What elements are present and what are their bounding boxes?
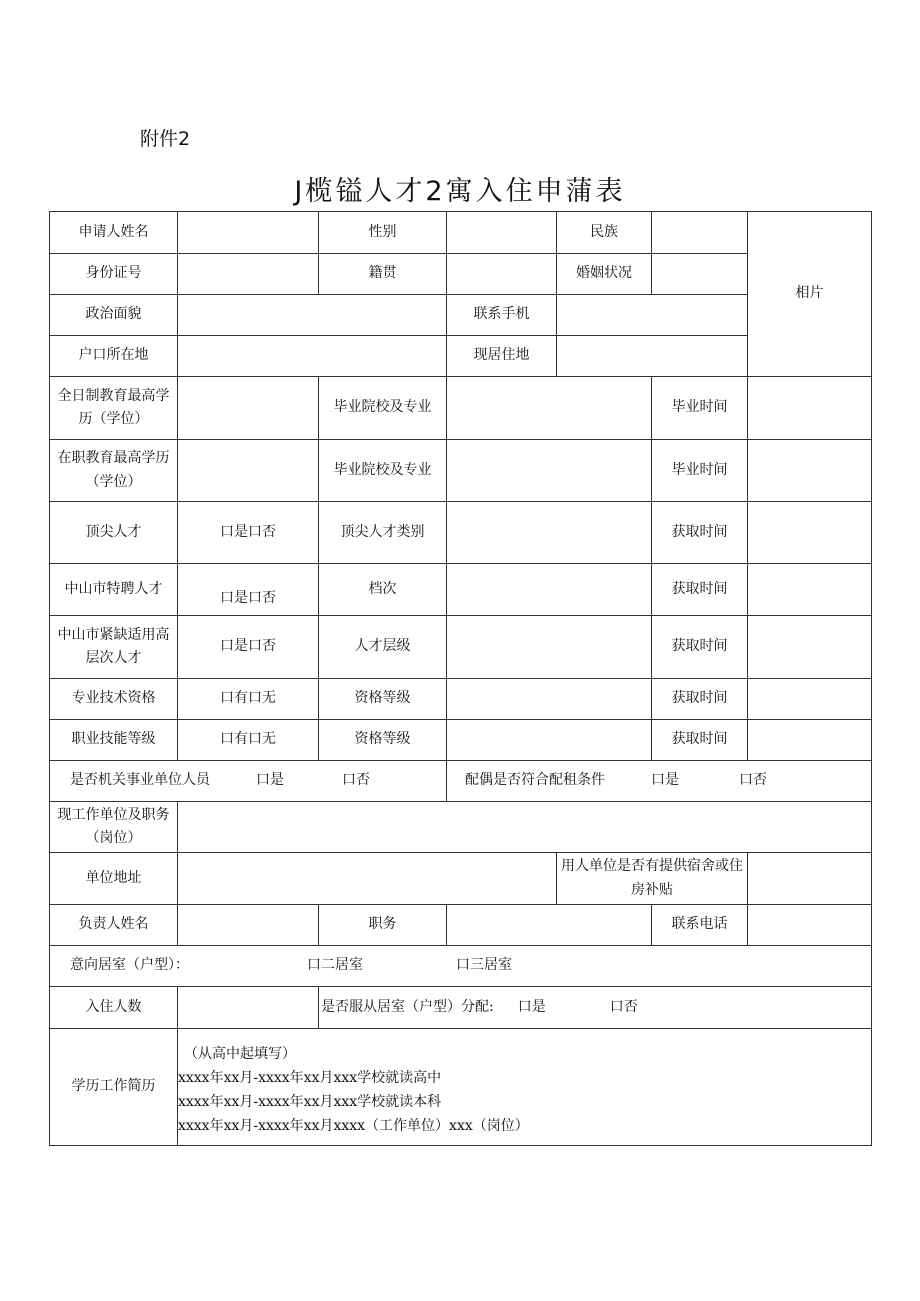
- label-qual-grade: 资格等级: [319, 720, 447, 761]
- household-location-field[interactable]: [178, 336, 447, 377]
- three-bedroom-checkbox[interactable]: 口三居室: [456, 957, 512, 974]
- label-gender: 性别: [319, 212, 447, 254]
- table-row: [50, 616, 872, 679]
- spouse-eligible-yes-checkbox[interactable]: 口是: [651, 772, 679, 789]
- table-row: [50, 502, 872, 564]
- accept-assignment-yes-checkbox[interactable]: 口是: [517, 998, 546, 1015]
- label-grade: 档次: [319, 564, 447, 616]
- zs-shortage-talent-checkbox[interactable]: 口是口否: [178, 616, 319, 679]
- label-household-location: 户口所在地: [50, 336, 178, 377]
- label-prof-tech-qual: 专业技术资格: [50, 679, 178, 720]
- label-vocational-skill: 职业技能等级: [50, 720, 178, 761]
- current-employer-field[interactable]: [178, 802, 872, 853]
- occupants-field[interactable]: [178, 987, 319, 1029]
- label-obtain-time: 获取时间: [652, 720, 748, 761]
- resume-field[interactable]: [178, 1029, 872, 1146]
- label-contact-person: 负责人姓名: [50, 905, 178, 946]
- inservice-education-field[interactable]: [178, 440, 319, 502]
- application-form-table: [49, 211, 872, 1146]
- label-current-residence: 现居住地: [447, 336, 557, 377]
- talent-level-field[interactable]: [447, 616, 652, 679]
- resume-line: xxxx年xx月-xxxx年xx月xxx学校就读高中: [178, 1070, 442, 1086]
- label-qual-grade: 资格等级: [319, 679, 447, 720]
- table-row: [50, 212, 872, 254]
- zs-special-talent-checkbox[interactable]: 口是口否: [220, 589, 276, 606]
- label-spouse-eligible: 配偶是否符合配租条件: [465, 772, 605, 789]
- current-residence-field[interactable]: [557, 336, 748, 377]
- skill-obtain-time-field[interactable]: [748, 720, 872, 761]
- label-ethnicity: 民族: [557, 212, 652, 254]
- label-mobile: 联系手机: [447, 295, 557, 336]
- table-row: [50, 440, 872, 502]
- label-talent-level: 人才层级: [319, 616, 447, 679]
- accept-assignment-cell: [319, 987, 872, 1029]
- table-row: [50, 987, 872, 1029]
- table-row: [50, 802, 872, 853]
- label-obtain-time: 获取时间: [652, 564, 748, 616]
- grade-field[interactable]: [447, 564, 652, 616]
- resume-line: xxxx年xx月-xxxx年xx月xxxx（工作单位）xxx（岗位）: [178, 1118, 529, 1134]
- marital-status-field[interactable]: [652, 254, 748, 295]
- employer-address-field[interactable]: [178, 853, 557, 905]
- spouse-eligible-cell: [447, 761, 872, 802]
- form-title: J榄镒人才2寓入住申蒲表: [294, 176, 626, 207]
- public-unit-cell: [50, 761, 447, 802]
- table-row: [50, 853, 872, 905]
- top-talent-obtain-time-field[interactable]: [748, 502, 872, 564]
- label-employer-address: 单位地址: [50, 853, 178, 905]
- native-place-field[interactable]: [447, 254, 557, 295]
- resume-line: xxxx年xx月-xxxx年xx月xxx学校就读本科: [178, 1094, 442, 1110]
- label-graduation-time: 毕业时间: [652, 377, 748, 440]
- employer-housing-field[interactable]: [748, 853, 872, 905]
- label-native-place: 籍贯: [319, 254, 447, 295]
- table-row: [50, 946, 872, 987]
- label-employer-housing: 用人单位是否有提供宿舍或住房补贴: [557, 853, 748, 905]
- inservice-graduation-time-field[interactable]: [748, 440, 872, 502]
- photo-box[interactable]: 相片: [748, 212, 872, 377]
- zs-special-talent-checkbox-cell[interactable]: [178, 564, 319, 616]
- table-row: [50, 377, 872, 440]
- political-status-field[interactable]: [178, 295, 447, 336]
- resume-note: （从高中起填写）: [184, 1046, 296, 1062]
- label-contact-phone: 联系电话: [652, 905, 748, 946]
- public-unit-yes-checkbox[interactable]: 口是: [256, 772, 284, 789]
- label-inservice-education: 在职教育最高学历（学位）: [50, 440, 178, 502]
- label-school-major: 毕业院校及专业: [319, 440, 447, 502]
- contact-phone-field[interactable]: [748, 905, 872, 946]
- shortage-talent-obtain-time-field[interactable]: [748, 616, 872, 679]
- prof-tech-qual-checkbox[interactable]: 口有口无: [178, 679, 319, 720]
- top-talent-checkbox[interactable]: 口是口否: [178, 502, 319, 564]
- accept-assignment-no-checkbox[interactable]: 口否: [609, 998, 638, 1015]
- table-row: [50, 720, 872, 761]
- table-row: [50, 761, 872, 802]
- label-accept-assignment: 是否服从居室（户型）分配:: [321, 998, 494, 1015]
- label-current-employer: 现工作单位及职务（岗位）: [50, 802, 178, 853]
- prof-qual-grade-field[interactable]: [447, 679, 652, 720]
- gender-field[interactable]: [447, 212, 557, 254]
- label-top-talent: 顶尖人才: [50, 502, 178, 564]
- fulltime-graduation-time-field[interactable]: [748, 377, 872, 440]
- table-row: [50, 679, 872, 720]
- label-position: 职务: [319, 905, 447, 946]
- ethnicity-field[interactable]: [652, 212, 748, 254]
- label-desired-room: 意向居室（户型）：: [70, 957, 189, 974]
- label-fulltime-education: 全日制教育最高学历（学位）: [50, 377, 178, 440]
- public-unit-no-checkbox[interactable]: 口否: [342, 772, 370, 789]
- label-resume: 学历工作简历: [50, 1029, 178, 1146]
- label-obtain-time: 获取时间: [652, 502, 748, 564]
- prof-qual-obtain-time-field[interactable]: [748, 679, 872, 720]
- contact-person-field[interactable]: [178, 905, 319, 946]
- label-political-status: 政治面貌: [50, 295, 178, 336]
- label-obtain-time: 获取时间: [652, 616, 748, 679]
- special-talent-obtain-time-field[interactable]: [748, 564, 872, 616]
- label-applicant-name: 申请人姓名: [50, 212, 178, 254]
- spouse-eligible-no-checkbox[interactable]: 口否: [739, 772, 767, 789]
- label-obtain-time: 获取时间: [652, 679, 748, 720]
- table-row: [50, 564, 872, 616]
- applicant-name-field[interactable]: [178, 212, 319, 254]
- label-top-talent-category: 顶尖人才类别: [319, 502, 447, 564]
- fulltime-education-field[interactable]: [178, 377, 319, 440]
- label-school-major: 毕业院校及专业: [319, 377, 447, 440]
- table-row: [50, 905, 872, 946]
- skill-grade-field[interactable]: [447, 720, 652, 761]
- attachment-label: 附件2: [140, 128, 191, 150]
- position-field[interactable]: [447, 905, 652, 946]
- inservice-school-major-field[interactable]: [447, 440, 652, 502]
- two-bedroom-checkbox[interactable]: 口二居室: [307, 957, 363, 974]
- desired-room-cell: [50, 946, 872, 987]
- vocational-skill-checkbox[interactable]: 口有口无: [178, 720, 319, 761]
- label-marital-status: 婚姻状况: [557, 254, 652, 295]
- mobile-field[interactable]: [557, 295, 748, 336]
- table-row: [50, 1029, 872, 1146]
- top-talent-category-field[interactable]: [447, 502, 652, 564]
- label-zs-shortage-talent: 中山市紧缺适用高层次人才: [50, 616, 178, 679]
- label-zs-special-talent: 中山市特聘人才: [50, 564, 178, 616]
- fulltime-school-major-field[interactable]: [447, 377, 652, 440]
- label-id-number: 身份证号: [50, 254, 178, 295]
- label-public-unit: 是否机关事业单位人员: [70, 772, 210, 789]
- label-graduation-time: 毕业时间: [652, 440, 748, 502]
- label-occupants: 入住人数: [50, 987, 178, 1029]
- id-number-field[interactable]: [178, 254, 319, 295]
